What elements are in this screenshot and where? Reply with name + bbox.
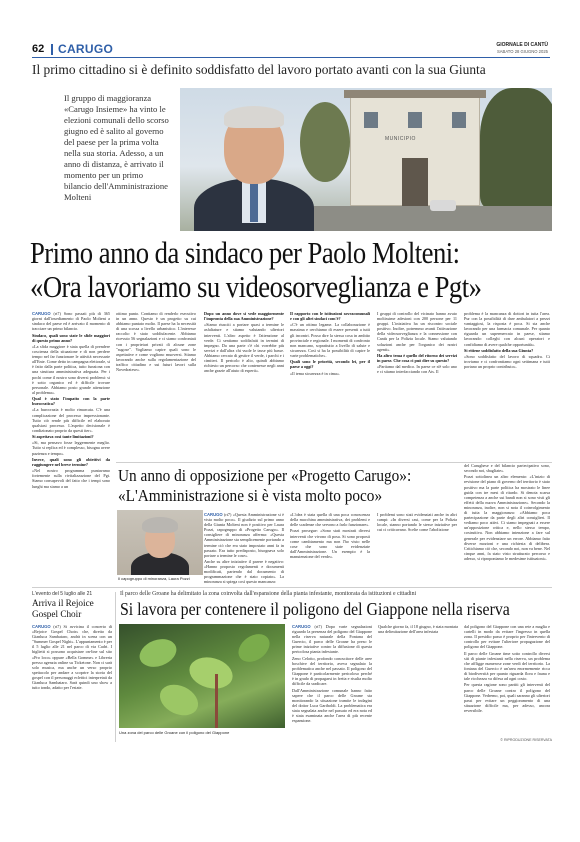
stem <box>215 674 218 728</box>
article2-continuation <box>464 463 550 581</box>
paragraph: «C'è un ottimo legame. La collaborazione è massima e cerchiamo di essere presenti a tutti gli incontri. Posso dire la stessa cosa in ambito provinciale e regionale. I momenti di confronto non mancano, soprattutto a livello di salute e sicurezza. Così si ha la possibilità di capire le varie problematiche». <box>290 322 370 358</box>
article2-column-3 <box>377 512 457 584</box>
paragraph: (rt7) Dopo varie segnalazioni riguardo la presenza del poligono del Giappone nella riserva naturale della Fontana del Guercio, il parco delle Groane ha preso le prime iniziative contro la diffusione di questa pericolosa pianta infestante. <box>292 624 372 655</box>
leaf <box>233 628 275 667</box>
paragraph: Zeno Celotto, profondo conoscitore delle aree boschive del territorio, aveva segnalato la problematica anche nel passato. Il poligono del Giappone è particolarmente pericoloso perché è in grado di propagarsi in fretta e risulta molto difficile da sradicare. <box>292 655 372 687</box>
article1-column-5 <box>377 311 457 461</box>
leaf <box>155 679 203 721</box>
paragraph: Qualche giorno fa, il 18 giugno, è stata montata una delimitazione dell'area infestata <box>378 624 458 635</box>
paragraph: (rt7) «Questa Amministrazione si è vista molto poco». Il giudizio sul primo anno della Giunta Molteni non è positivo per Laura Pozzi, capogruppo di «Progetto Carugo». Il consigliere di minoranza afferma: «Questa Amministrazione sta semplicemente portando a termine ciò che era stato impostato anni fa in passato. Era tutto predisposto, bisognava solo portare a termine le cose». <box>204 512 284 558</box>
article1-headline-2: «Ora lavoriamo su videosorveglianza e Pgt» <box>30 269 482 304</box>
dateline: CARUGO <box>204 512 223 517</box>
issue-date: SABATO 28 GIUGNO 2025 <box>496 49 548 54</box>
article3-column-3 <box>464 624 550 736</box>
page-number: 62 <box>32 43 45 55</box>
paragraph: I problemi sono stati evidenziati anche in altri campi: «In diversi casi, come per la Polizia locale, stanno portando le stesse iniziative per cui ci criticavano. Scelte come l'abolizione <box>377 512 457 533</box>
article2-headline-1: Un anno di opposizione per «Progetto Carugo»: <box>118 466 412 485</box>
bottom-section-rule <box>32 587 552 588</box>
paragraph: «Nel nostro programma puntavamo fortemente sulla rivitalizzazione del Pgt. Siamo consapevoli del fatto che i tempi sono lunghi ma siamo a un <box>32 468 110 489</box>
article1-kicker: Il primo cittadino si è definito soddisfatto del lavoro portato avanti con la sua Giunta <box>32 62 486 77</box>
article3-kicker: Il parco delle Groane ha delimitato la zona coinvolta dall'espansione della pianta infestante, monitorata da istituzioni e cittadini <box>120 591 417 597</box>
paragraph: Anche su altre iniziative il parere è negativo: «Hanno proposto regolamenti e documenti modificati, partendo dal documento di programmazione che è stato copiato». La minoranza si spiega così questo mancanza: <box>204 559 284 584</box>
knotweed-photo-caption: Una zona del parco delle Groane con il poligono del Giappone <box>119 730 230 735</box>
article3-column-1 <box>292 624 372 742</box>
article1-column-4 <box>290 311 370 461</box>
paragraph: problema è la mancanza di dottori in tutta l'area. Pur con la possibilità di dare ambulatori a prezzi vantaggiosi, la risposta è poca. Si sta anche lavorando per una farmacia comunale. Per quanto riguarda un supermercato in paese, stiamo lavorando: colleghi con alcuni operatori e confidiamo di avere qualche opportunità». <box>464 311 550 347</box>
mayor-portrait <box>194 98 314 231</box>
paragraph: «Partiamo dal medico. In paese ce n'è solo uno e ci stiamo interfacciando con Ats. Il <box>377 364 457 375</box>
article1-column-2 <box>116 311 196 461</box>
portrait-hair <box>224 106 284 128</box>
header-divider <box>51 44 53 55</box>
article1-column-1 <box>32 311 110 581</box>
newspaper-name: GIORNALE DI CANTÙ <box>496 42 548 48</box>
gospel-body <box>32 624 112 740</box>
article2-column-2 <box>290 512 370 584</box>
question: Ha altro tema è quello del ritorno dei servizi in paese. Che cosa ci può dire su questo? <box>377 352 457 364</box>
paragraph: I gruppi di controllo del vicinato hanno avuto moltissime adesioni con 200 persone per 11 gruppi. L'iniziativa ha un riscontro sociale positivo. Inoltre, potremmo avanti l'attivazione della videosorveglianza e la connessione con Cantù per la Polizia locale. Siamo valutando soluzioni anche per l'organico dei nostri agenti». <box>377 311 457 352</box>
paragraph: Pozzi prosegue: «Sono stati mostrati diversi interventi che vivono di posa. Si sono proposti come cambiamento ma non l'ho visto nelle cose che sono state evidenziate dall'Amministrazione. Un esempio è la manutenzione del verde». <box>290 528 370 559</box>
paragraph: «Sono soddisfatto del lavoro di squadra. Ci troviamo e ci confrontiamo ogni settimana e tutti portano un proprio contributo». <box>464 354 550 370</box>
gospel-headline-2: Gospel Choir <box>32 609 82 619</box>
paragraph: Pozzi sottolinea un altro elemento: «L'inizio di revisione del piano di governo del territorio è stato positivo ma la parte politica ha mostrato le linee guida con tre mesi di ritardo. Si denota scarsa competenza a anche sui bandi non si sono visti gli effetti della nuova Amministrazione». Secondo la minoranza, inoltre, non si nota il coinvolgimento di tutta la maggioranza: «Abbiamo poca partecipazione da parte degli altri consiglieri. Il vediamo poco attivi. Ci siamo impegnati a essere un'opposizione critica e, nello stesso tempo, costruttiva. Non abbiamo intenzione a fare sul generale per evidenziare un errore. Abbiamo fatto diverse mozioni e una richiesta di delibera. Critichiamo ciò che, secondo noi, non va bene. Nel cinque anni, fa stato visto strutturato percorso e adesso, si riproponiamo le medesime istituzioni». <box>464 474 550 561</box>
town-hall-door <box>402 158 428 206</box>
paragraph: «Il tema sicurezza è in cima». <box>290 370 340 376</box>
paragraph: Per questa ragione sono partiti gli interventi del parco delle Groane contro il poligono del Giappone. Vedremo, poi, quali saranno gli ulteriori passi per evitare un peggioramento di una situazione difficile ma, per adesso, ancora reversibile. <box>464 682 550 713</box>
dateline: CARUGO <box>32 624 51 629</box>
article3-headline: Si lavora per contenere il poligono del Giappone nella riserva <box>120 599 510 619</box>
paragraph: Il parco delle Groane time sotto controllo diversi siti di piante infestanti nella riserva, un problema che affligge numerose zone verdi del territorio. La fontana del Guercio è un'area enormemente ricca di biodiversità per quanto riguarda flora e fauna e tale ricchezza va difesa ad ogni costo. <box>464 650 550 682</box>
portrait-tie <box>250 182 258 222</box>
car <box>430 200 456 211</box>
question: Quali sono le priorità, secondo lei, per il paese a oggi? <box>290 359 370 370</box>
town-hall-roof <box>344 90 486 98</box>
knotweed-photo <box>119 624 285 728</box>
article1-photo <box>180 88 552 231</box>
paragraph: (rt7) Sono passati più di 365 giorni dall'insediamento di Paolo Molteni a sindaco del paese ed è arrivato il momento di tracciare un primo bilancio. <box>32 311 110 332</box>
question: Dopo un anno dove si vede maggiormente l'impronta della sua Amministrazione? <box>204 311 284 322</box>
gospel-headline-1: Arriva il Rejoice <box>32 598 94 608</box>
paragraph: dal poligono del Giappone con una rete a maglia e cartelli in modo da evitare l'ingresso in quella zona. Il presidio passo è proprio per l'intervento di controllo per evitare l'ulteriore propagazione del poligono del Giappone. <box>464 624 550 650</box>
paragraph: «La burocrazia è molto rimarcata. C'è una complicazione del processo impressionante. Tutto ciò rende più difficile ed elaborato qualsiasi processo. L'aspetto decisionale è condizionato proprio da questi iter». <box>32 407 110 433</box>
article2-column-1 <box>204 512 284 584</box>
portrait-hair <box>142 517 178 533</box>
reproduction-notice: © RIPRODUZIONE RISERVATA <box>500 738 552 742</box>
paragraph: Dall'Amministrazione comunale hanno fatto sapere che il parco delle Groane sta monitorando la situazione tramite le indagini del dottor Luca Gariboldi. La problematica era stata segnalata anche nel passato ed era nota ed è stata esaminata anche l'area di più recente espansione. <box>292 687 372 724</box>
gospel-kicker: L'evento del 5 luglio alle 21 <box>32 591 93 597</box>
article1-lead: Il gruppo di maggioranza «Carugo Insieme» ha vinto le elezioni comunali dello scorso giugno ed è salito al governo del paese per la prima volta nella sua storia. Adesso, a un anno di distanza, è arrivato il momento per un primo bilancio dell'Amministrazione Molteni <box>64 93 169 202</box>
question: Invece, quali sono gli obiettivi da raggiungere nel breve termine? <box>32 456 110 467</box>
article2-headline-2: «L'Amministrazione si è vista molto poco» <box>118 486 383 505</box>
question: Qual è stato l'impatto con la parte burocratica? <box>32 396 110 407</box>
article3-column-2 <box>378 624 458 742</box>
paragraph: ottimo punto. Contiamo di renderlo esecutivo in un anno. Questo è un progetto su cui abbiamo puntato molto. Il paese ha la necessità di una scossa a livello urbanistico. L'interesse raccolto è stato soddisfacente. Abbiamo ricevuto 56 segnalazioni e ci siamo confrontati con i proprietari privati di alcune zone "sugose". Vogliamo capire quali sono le aspettative e come vogliono muoversi. Stiamo lavorando anche sulla regolamentazione del traffico cittadino e sui futuri lavori sulla Novedratese». <box>116 311 196 373</box>
tree <box>480 88 552 208</box>
paragraph: «L'idea è stata quella di una poca conoscenza della macchina amministrativa, dei problemi e delle scadenze che servono a farlo funzionare». <box>290 512 370 528</box>
question: Sindaco, quali sono state le sfide maggiori di questo primo anno? <box>32 332 110 343</box>
paragraph: «La sfida maggiore è stata quella di prendere coscienza della situazione e di non perdere tempo nel far funzionare le attività necessarie all'Ente. Come detto in campagna elettorale, si è fatto dalla parte politica, tutto funziona con una struttura amministrativa adeguata. Per i pochi come il nostro sono diversi problemi: si è sotto organico ed è difficile trovare personale. Abbiamo posto grande attenzione al problema». <box>32 343 110 395</box>
paragraph: «Siamo riusciti a portare quasi a termine le asfaltature e stiamo valutando ulteriori interventi. L'altro aspetto è l'attenzione al verde. Ci sentiamo soddisfatti in termini di impegno. Da una parte c'è chi vorrebbe più servizi e dall'altra chi vuole le tasse più basse. Abbiamo cercato di gestire il verde, i parchi e i cimiteri. Il pericolo è alto, quindi abbiamo richiesto un percorso che contenesse negli anni anche grazie all'aiuto di esperti». <box>204 322 284 374</box>
municipio-sign: MUNICIPIO <box>385 136 416 142</box>
article1-column-6 <box>464 311 550 461</box>
dateline: CARUGO <box>292 624 311 629</box>
question: Si aspettava così tante limitazioni? <box>32 434 94 440</box>
road <box>280 206 552 231</box>
town-hall-window <box>364 112 378 128</box>
question: Il rapporto con le istituzioni sovracomunali e con gli altri sindaci com'è? <box>290 311 370 322</box>
paragraph: (rt7) Si avvicina il concerto di «Rejoice Gospel Choir» che, diretto da Gianluca Sambataro, andrà in scena con un "Summer Gospel Night». L'appuntamento è per il 5 luglio alle 21 nel parco di via Cadri. I biglietti si possono acquistare on-line sul sito «Pro loco» oppure «Bella Gomme» e Libreria presso agenzia online su Ticketone. Non ci sarà solo musica, ma anche un verso proprio spettacolo per andare a scoprire la storia del gospel con il personaggi eclettici interpretati da Gianluca Sambataro. Sarà quindi uno show a tutto tondo, adatto per l'estate. <box>32 624 112 691</box>
town-hall-window <box>408 112 422 128</box>
question: Si ritiene soddisfatto della sua Giunta? <box>464 347 534 353</box>
opposition-leader-photo <box>117 510 203 575</box>
paragraph: del Carughese e del bilancio partecipativo sono, secondo noi, sbagliate». <box>464 463 550 474</box>
dateline: CARUGO <box>32 311 51 316</box>
article1-column-3 <box>204 311 284 461</box>
paragraph: «Sì, ma pensavo fosse leggermente meglio. Tutto si replica ed è complesso, bisogna avere pazienza e tempo». <box>32 440 110 456</box>
sidebar-divider <box>115 592 116 742</box>
opposition-photo-caption: Il capogruppo di minoranza, Laura Pozzi <box>118 576 190 581</box>
section-name: CARUGO <box>58 42 114 56</box>
leaf <box>136 634 181 671</box>
town-hall-window <box>452 112 466 128</box>
leaf <box>186 653 236 693</box>
article1-headline-1: Primo anno da sindaco per Paolo Molteni: <box>30 235 460 270</box>
header-rule <box>32 57 550 58</box>
